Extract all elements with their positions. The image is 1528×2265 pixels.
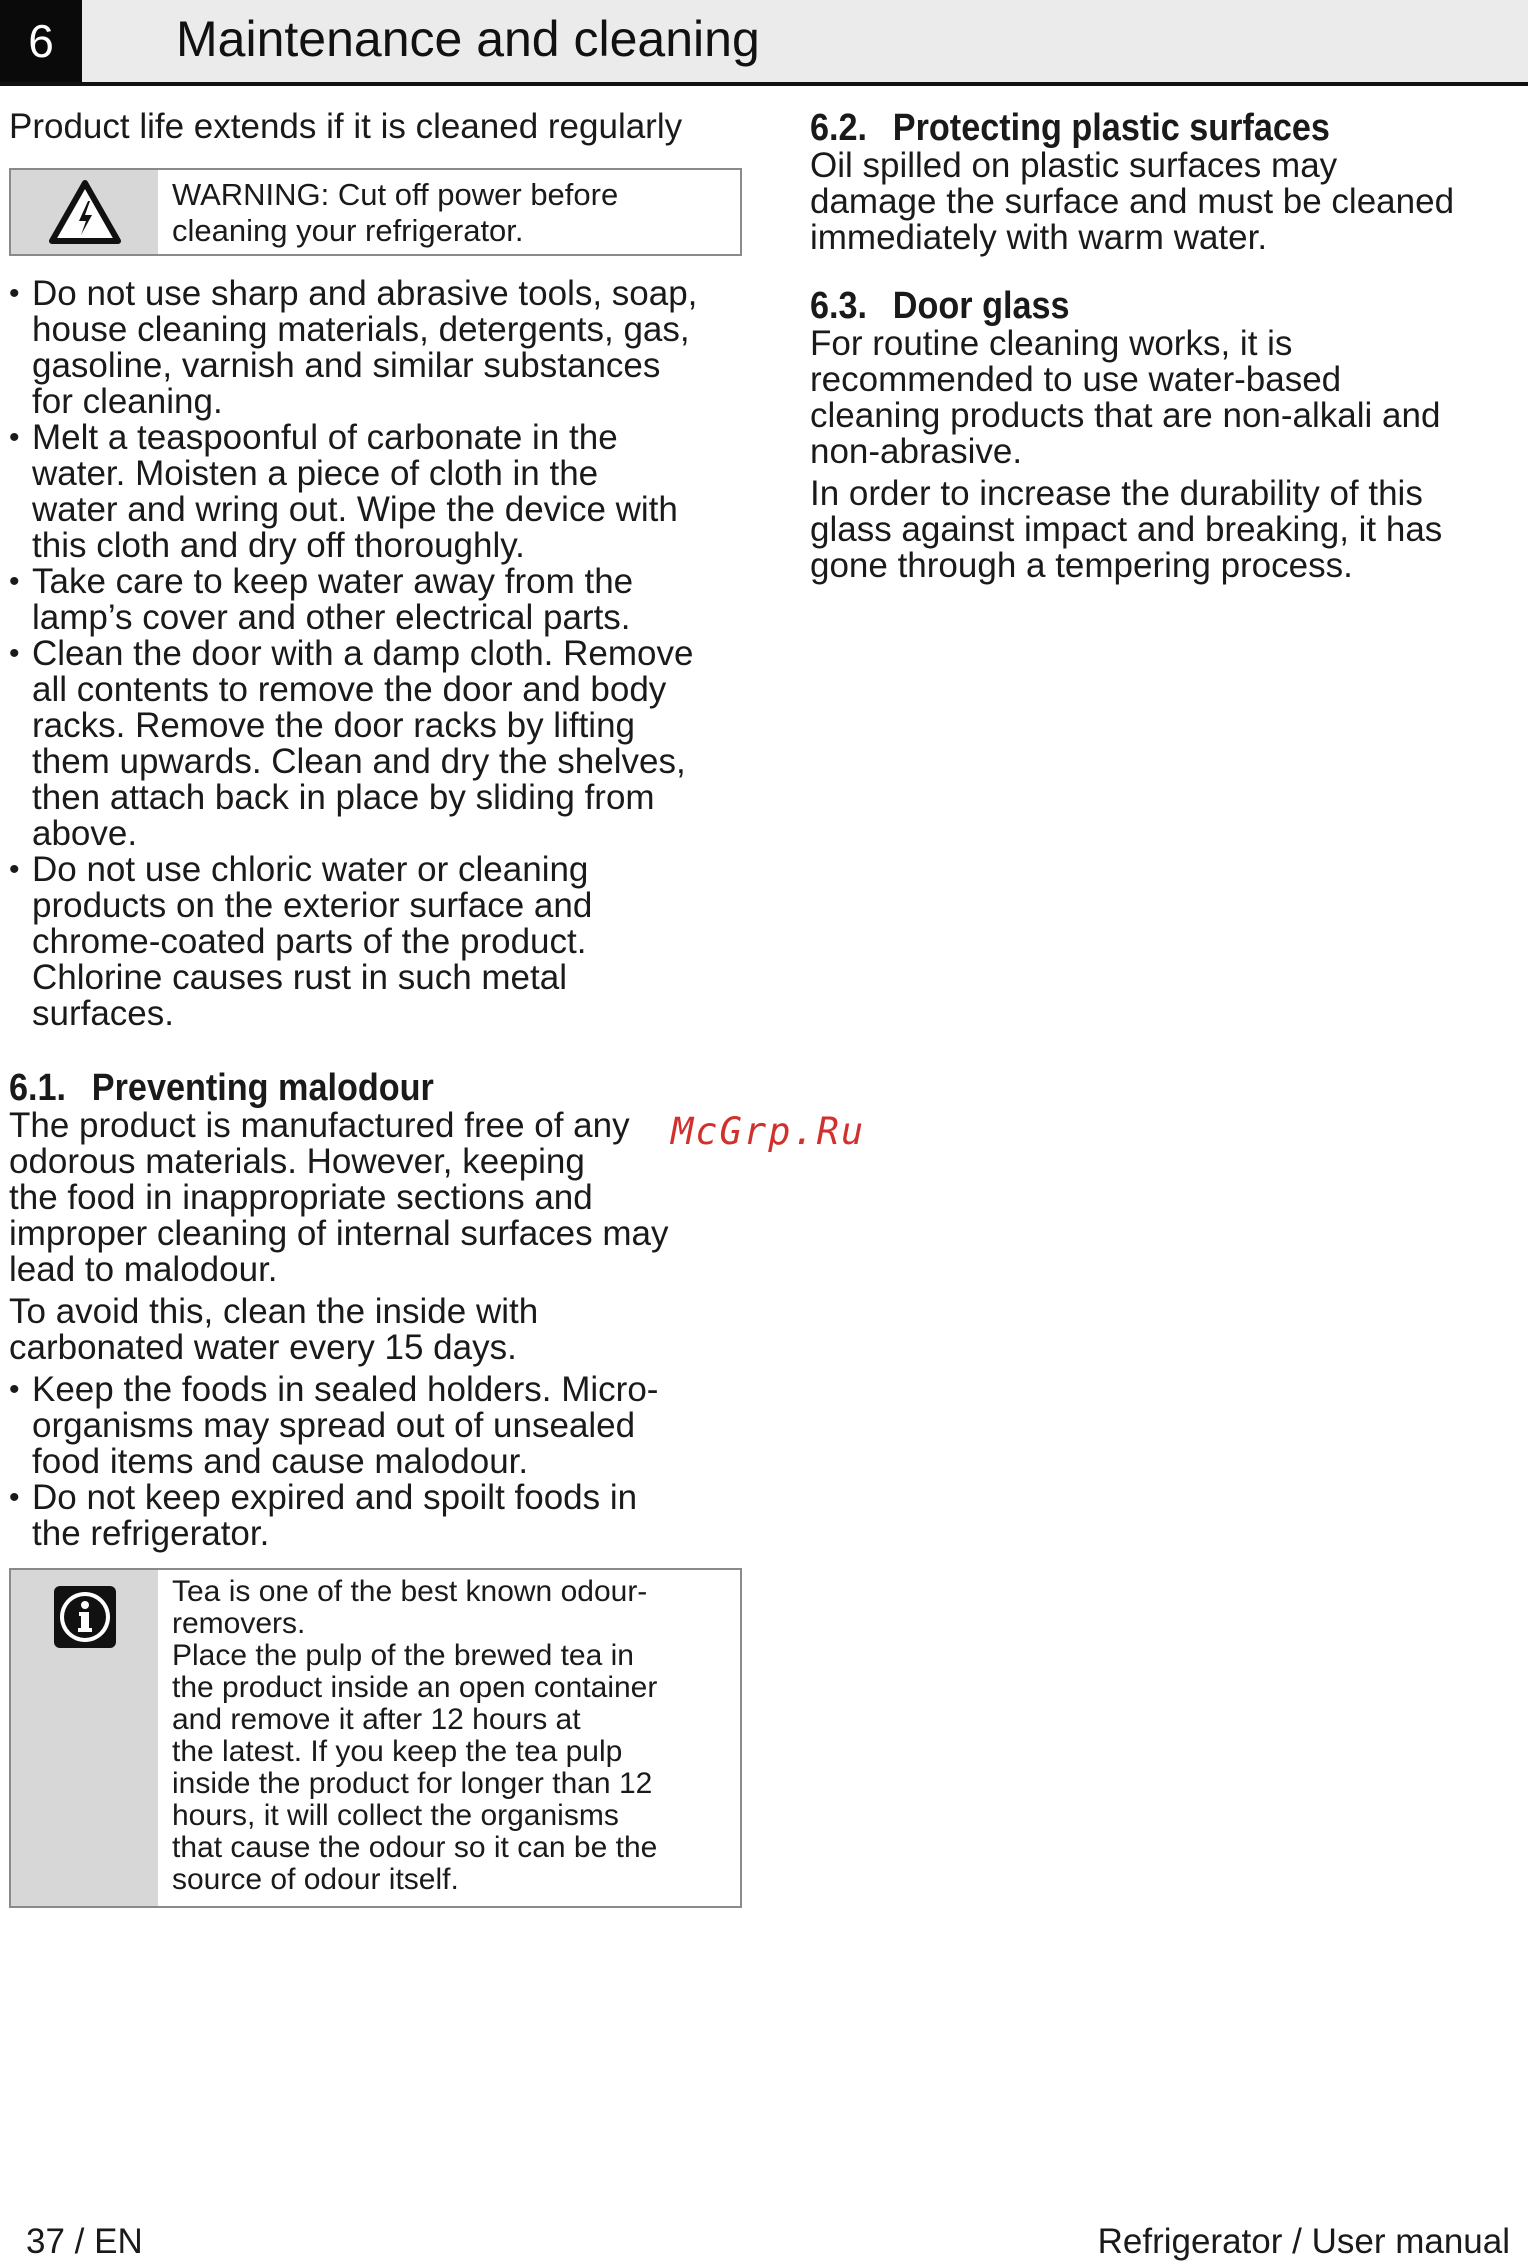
warning-text	[158, 170, 628, 254]
list-item-line: lamp’s cover and other electrical parts.	[32, 598, 631, 637]
info-icon-cell	[11, 1570, 158, 1906]
door-glass-paragraph	[810, 476, 1510, 584]
list-item	[9, 1372, 742, 1480]
note-line: removers.	[172, 1607, 306, 1640]
list-item-line: this cloth and dry off thoroughly.	[32, 526, 525, 565]
chapter-number: 6	[0, 0, 82, 82]
list-item	[9, 636, 742, 852]
list-item-line: • Do not use chloric water or cleaning	[32, 850, 589, 889]
paragraph-line: immediately with warm water.	[810, 218, 1268, 257]
paragraph-line: lead to malodour.	[9, 1250, 278, 1289]
list-item-line: all contents to remove the door and body	[32, 670, 667, 709]
high-voltage-warning-icon	[48, 179, 122, 245]
cleaning-bullet-list	[9, 276, 742, 1032]
paragraph-line: To avoid this, clean the inside with	[9, 1292, 539, 1331]
note-line: inside the product for longer than 12	[172, 1767, 653, 1800]
section-heading	[810, 286, 1440, 326]
malodour-bullet-list	[9, 1372, 742, 1552]
right-column	[810, 108, 1510, 590]
site-watermark: McGrp.Ru	[671, 1110, 866, 1153]
paragraph-line: glass against impact and breaking, it has	[810, 510, 1443, 549]
list-item-line: • Do not keep expired and spoilt foods in	[32, 1478, 638, 1517]
list-item-line: water and wring out. Wipe the device with	[32, 490, 678, 529]
intro-text: Product life extends if it is cleaned regularly	[9, 107, 683, 146]
list-item-line: food items and cause malodour.	[32, 1442, 529, 1481]
door-glass-paragraph	[810, 326, 1510, 470]
list-item	[9, 420, 742, 564]
manual-title: Refrigerator / User manual	[1097, 2222, 1510, 2261]
paragraph-line: recommended to use water-based	[810, 360, 1342, 399]
paragraph-line: damage the surface and must be cleaned	[810, 182, 1455, 221]
note-line: the product inside an open container	[172, 1671, 658, 1704]
paragraph-line: For routine cleaning works, it is	[810, 324, 1293, 363]
list-item-line: the refrigerator.	[32, 1514, 270, 1553]
section-6-1	[9, 1068, 742, 1908]
section-title: Preventing malodour	[91, 1067, 434, 1109]
info-note-box	[9, 1568, 742, 1908]
list-item-line: products on the exterior surface and	[32, 886, 593, 925]
section-title: Protecting plastic surfaces	[892, 107, 1330, 149]
chapter-title: Maintenance and cleaning	[176, 11, 760, 67]
list-item	[9, 1480, 742, 1552]
chapter-header	[0, 0, 1528, 86]
note-line: and remove it after 12 hours at	[172, 1703, 581, 1736]
list-item-line: chrome-coated parts of the product.	[32, 922, 587, 961]
paragraph-line: Oil spilled on plastic surfaces may	[810, 146, 1338, 185]
page-number: 37 / EN	[26, 2222, 143, 2261]
warning-icon-cell	[11, 170, 158, 254]
note-line: Place the pulp of the brewed tea in	[172, 1639, 634, 1672]
paragraph-line: improper cleaning of internal surfaces may	[9, 1214, 669, 1253]
left-column	[9, 100, 742, 1908]
malodour-paragraph	[9, 1108, 742, 1288]
paragraph-line: carbonated water every 15 days.	[9, 1328, 517, 1367]
list-item-line: surfaces.	[32, 994, 174, 1033]
plastic-surfaces-paragraph	[810, 148, 1510, 256]
paragraph-line: the food in inappropriate sections and	[9, 1178, 593, 1217]
warning-line: cleaning your refrigerator.	[172, 213, 524, 248]
list-item-line: then attach back in place by sliding from	[32, 778, 655, 817]
list-item	[9, 276, 742, 420]
info-note-text	[158, 1570, 667, 1906]
list-item-line: • Take care to keep water away from the	[32, 562, 634, 601]
note-line: that cause the odour so it can be the	[172, 1831, 658, 1864]
paragraph-line: The product is manufactured free of any	[9, 1106, 630, 1145]
section-number: 6.2.	[810, 107, 868, 149]
list-item-line: racks. Remove the door racks by lifting	[32, 706, 636, 745]
list-item-line: organisms may spread out of unsealed	[32, 1406, 636, 1445]
section-number: 6.3.	[810, 285, 868, 327]
warning-line: WARNING: Cut off power before	[172, 177, 619, 212]
section-title: Door glass	[892, 285, 1070, 327]
list-item-line: house cleaning materials, detergents, gas,	[32, 310, 690, 349]
list-item-line: • Melt a teaspoonful of carbonate in the	[32, 418, 618, 457]
note-line: hours, it will collect the organisms	[172, 1799, 619, 1832]
paragraph-line: gone through a tempering process.	[810, 546, 1353, 585]
list-item-line: for cleaning.	[32, 382, 223, 421]
section-heading	[810, 108, 1440, 148]
list-item-line: gasoline, varnish and similar substances	[32, 346, 661, 385]
list-item-line: Chlorine causes rust in such metal	[32, 958, 567, 997]
list-item	[9, 852, 742, 1032]
section-heading	[9, 1068, 669, 1108]
list-item-line: water. Moisten a piece of cloth in the	[32, 454, 599, 493]
list-item-line: them upwards. Clean and dry the shelves,	[32, 742, 686, 781]
list-item	[9, 564, 742, 636]
list-item-line: • Keep the foods in sealed holders. Micro-	[32, 1370, 659, 1409]
section-number: 6.1.	[9, 1067, 67, 1109]
paragraph-line: non-abrasive.	[810, 432, 1023, 471]
paragraph-line: odorous materials. However, keeping	[9, 1142, 585, 1181]
note-line: Tea is one of the best known odour-	[172, 1575, 648, 1608]
malodour-paragraph	[9, 1294, 742, 1366]
warning-box	[9, 168, 742, 256]
note-line: source of odour itself.	[172, 1863, 459, 1896]
paragraph-line: In order to increase the durability of this	[810, 474, 1423, 513]
paragraph-line: cleaning products that are non-alkali and	[810, 396, 1441, 435]
note-line: the latest. If you keep the tea pulp	[172, 1735, 623, 1768]
list-item-line: • Do not use sharp and abrasive tools, soap,	[32, 274, 698, 313]
section-6-3	[810, 286, 1510, 584]
info-icon	[54, 1586, 116, 1648]
section-6-2	[810, 108, 1510, 256]
list-item-line: • Clean the door with a damp cloth. Remove	[32, 634, 694, 673]
list-item-line: above.	[32, 814, 138, 853]
